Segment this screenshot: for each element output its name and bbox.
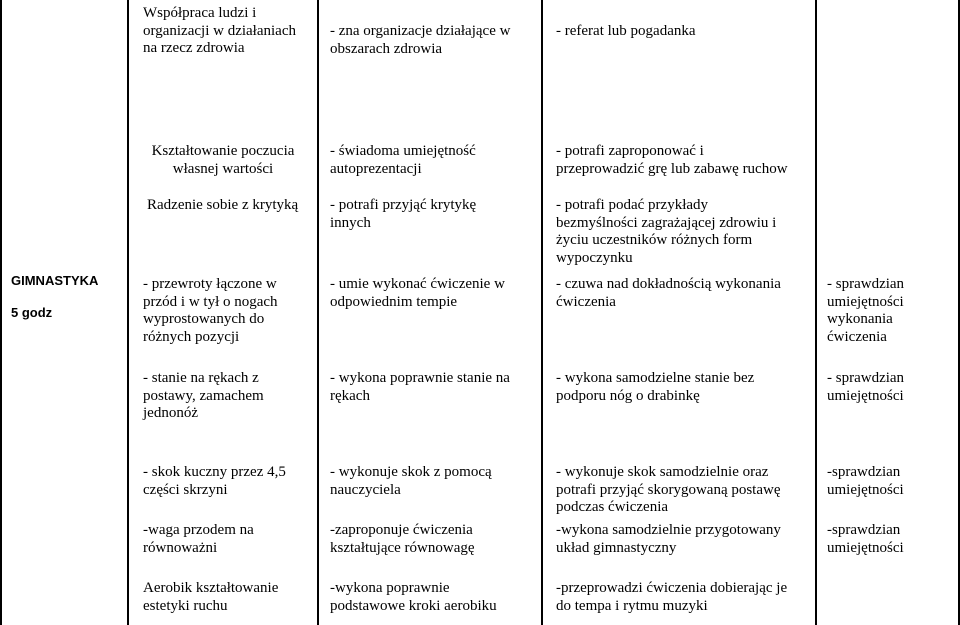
topic-cell: Aerobik kształtowanie estetyki ruchu — [143, 580, 279, 614]
achievement-cell: - potrafi przyjąć krytykę innych — [330, 197, 477, 231]
achievement-cell: -wykona poprawnie podstawowe kroki aerobiku — [330, 580, 497, 614]
column-divider — [0, 0, 2, 625]
assessment-cell: -sprawdzian umiejętności — [827, 522, 904, 556]
topic-cell: -waga przodem na równoważni — [143, 522, 254, 556]
method-cell: - czuwa nad dokładnością wykonania ćwiczenia — [556, 276, 781, 310]
achievement-cell: - zna organizacje działające w obszarach zdrowia — [330, 23, 511, 57]
method-cell: - potrafi podać przykłady bezmyślności zagrażającej zdrowiu i życiu uczestników różnych form wypoczynku — [556, 197, 777, 266]
topic-cell: - stanie na rękach z postawy, zamachem jednonóż — [143, 370, 264, 421]
topic-cell: - przewroty łączone w przód i w tył o nogach wyprostowanych do różnych pozycji — [143, 276, 278, 345]
method-cell: - wykonuje skok samodzielnie oraz potrafi przyjąć skorygowaną postawę podczas ćwiczenia — [556, 464, 781, 515]
column-divider — [317, 0, 319, 625]
topic-cell: Kształtowanie poczucia własnej wartości — [151, 143, 295, 177]
column-divider — [541, 0, 543, 625]
method-cell: - referat lub pogadanka — [556, 23, 696, 39]
achievement-cell: - umie wykonać ćwiczenie w odpowiednim tempie — [330, 276, 505, 310]
column-divider — [815, 0, 817, 625]
method-cell: -wykona samodzielnie przygotowany układ gimnastyczny — [556, 522, 781, 556]
method-cell: -przeprowadzi ćwiczenia dobierając je do tempa i rytmu muzyki — [556, 580, 788, 614]
achievement-cell: - wykona poprawnie stanie na rękach — [330, 370, 510, 404]
achievement-cell: - wykonuje skok z pomocą nauczyciela — [330, 464, 492, 498]
topic-cell: Radzenie sobie z krytyką — [147, 197, 299, 213]
section-title: GIMNASTYKA — [11, 273, 99, 288]
achievement-cell: - świadoma umiejętność autoprezentacji — [330, 143, 476, 177]
method-cell: - potrafi zaproponować i przeprowadzić grę lub zabawę ruchow — [556, 143, 788, 177]
section-hours: 5 godz — [11, 305, 53, 320]
topic-cell: Współpraca ludzi i organizacji w działaniach na rzecz zdrowia — [143, 5, 296, 56]
assessment-cell: - sprawdzian umiejętności — [827, 370, 905, 404]
method-cell: - wykona samodzielne stanie bez podporu nóg o drabinkę — [556, 370, 755, 404]
achievement-cell: -zaproponuje ćwiczenia kształtujące równowagę — [330, 522, 475, 556]
assessment-cell: - sprawdzian umiejętności wykonania ćwiczenia — [827, 276, 905, 345]
topic-cell: - skok kuczny przez 4,5 części skrzyni — [143, 464, 286, 498]
column-divider — [127, 0, 129, 625]
assessment-cell: -sprawdzian umiejętności — [827, 464, 904, 498]
